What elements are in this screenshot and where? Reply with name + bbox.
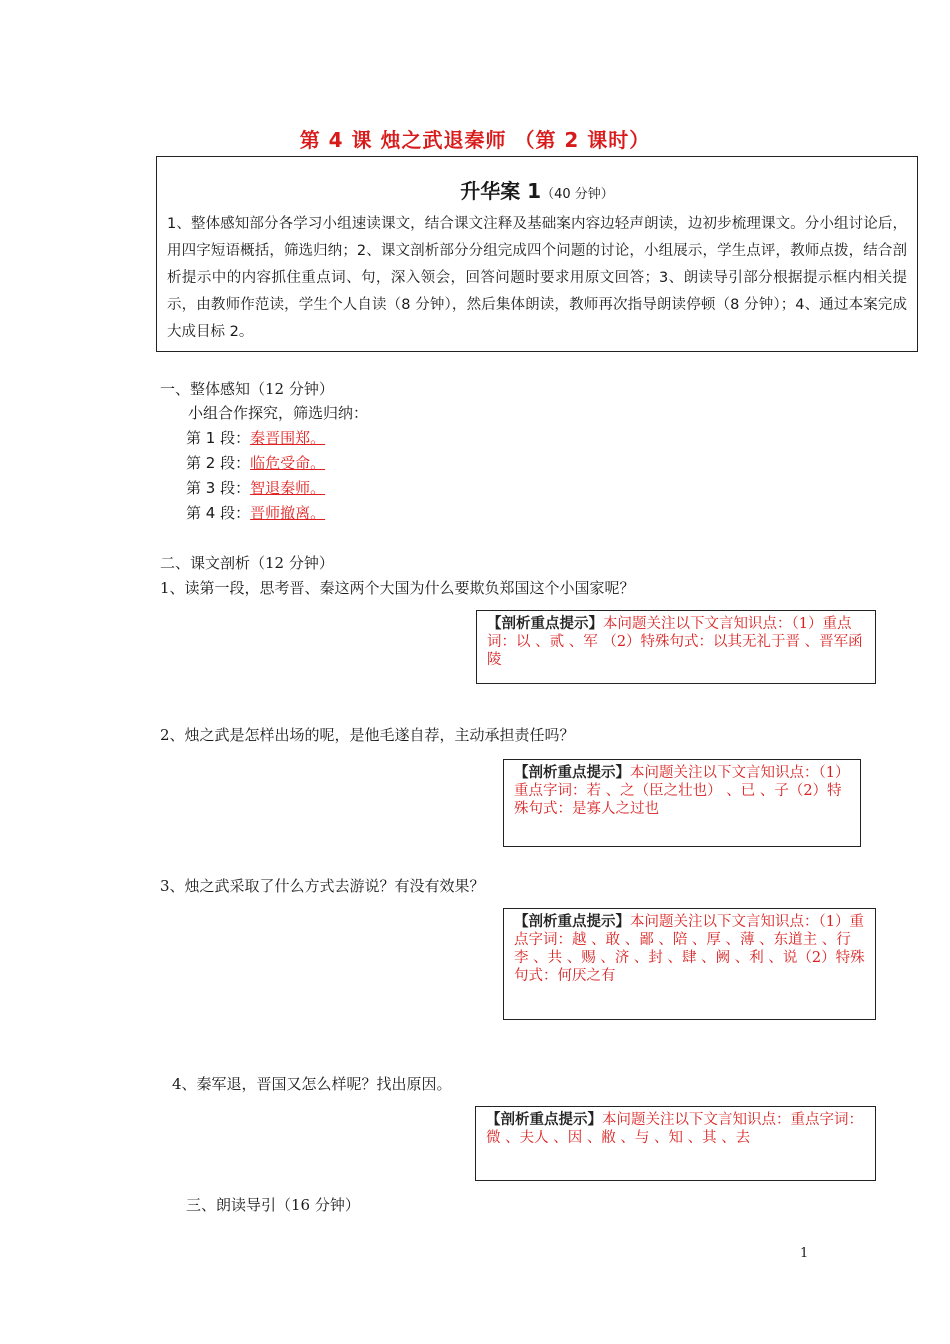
shenghua-time: （40 分钟） <box>541 187 614 202</box>
hint-tag: 【剖析重点提示】 <box>487 615 603 632</box>
shenghua-title-text: 升华案 1 <box>460 179 542 203</box>
list-item <box>186 427 325 452</box>
section3-heading: 三、朗读导引（16 分钟） <box>186 1196 360 1214</box>
paragraph-summary-list <box>186 427 325 527</box>
paragraph-summary: 晋师撤离。 <box>250 504 326 522</box>
section1-intro: 小组合作探究，筛选归纳： <box>188 404 369 422</box>
hint-text: 本问题关注以下文言知识点：（1）重点字词：若 、之（臣之壮也） 、已 、子（2）特殊句式：是寡人之过也 <box>514 765 850 817</box>
list-item <box>186 452 325 477</box>
hint-box-3 <box>503 908 876 1020</box>
hint-tag: 【剖析重点提示】 <box>514 764 630 781</box>
paragraph-label: 第 4 段： <box>186 504 251 522</box>
hint-box-2 <box>503 759 861 847</box>
paragraph-summary: 智退秦师。 <box>250 479 326 497</box>
hint-box-4 <box>475 1106 876 1181</box>
hint-text: 本问题关注以下文言知识点：重点字词： 微 、夫人 、因 、敝 、与 、知 、其 、去 <box>486 1112 863 1146</box>
shenghua-title <box>157 175 917 204</box>
paragraph-label: 第 3 段： <box>186 479 251 497</box>
paragraph-summary: 秦晋围郑。 <box>250 429 326 447</box>
hint-tag: 【剖析重点提示】 <box>486 1111 602 1128</box>
hint-box-1 <box>476 610 876 684</box>
hint-tag: 【剖析重点提示】 <box>514 913 630 930</box>
shenghua-box <box>156 156 918 352</box>
paragraph-summary: 临危受命。 <box>250 454 326 472</box>
question-4: 4、秦军退，晋国又怎么样呢？找出原因。 <box>172 1075 452 1093</box>
question-1: 1、读第一段，思考晋、秦这两个大国为什么要欺负郑国这个小国家呢？ <box>160 579 635 597</box>
list-item <box>186 477 325 502</box>
section1-heading: 一、整体感知（12 分钟） <box>160 380 334 398</box>
hint-text: 本问题关注以下文言知识点：（1）重点字词：越 、敢 、鄙 、陪 、厚 、薄 、东道主 、行李 、共 、赐 、济 、封 、肆 、阙 、利 、说（2）特殊句式：何厌之有 <box>514 914 865 984</box>
section2-heading: 二、课文剖析（12 分钟） <box>160 554 334 572</box>
page-number: 1 <box>800 1246 809 1261</box>
paragraph-label: 第 2 段： <box>186 454 251 472</box>
question-3: 3、烛之武采取了什么方式去游说？有没有效果？ <box>160 877 485 895</box>
question-2: 2、烛之武是怎样出场的呢，是他毛遂自荐，主动承担责任吗？ <box>160 726 575 744</box>
page-title: 第 4 课 烛之武退秦师 （第 2 课时） <box>299 128 651 152</box>
paragraph-label: 第 1 段： <box>186 429 251 447</box>
hint-text: 本问题关注以下文言知识点：（1）重点词：以 、贰 、军 （2）特殊句式：以其无礼于晋 、晋军函陵 <box>487 616 863 668</box>
list-item <box>186 502 325 527</box>
shenghua-body: 1、整体感知部分各学习小组速读课文，结合课文注释及基础案内容边轻声朗读，边初步梳理课文。分小组讨论后，用四字短语概括，筛选归纳；2、课文剖析部分分组完成四个问题的讨论，小组展示，学生点评，教师点拨，结合剖析提示中的内容抓住重点词、句，深入领会，回答问题时要求用原文回答；3、朗读导引部分根据提示框内相关提示，由教师作范读，学生个人自读（8 分钟），然后集体朗读，教师再次指导朗读停顿（8 分钟）；4、通过本案完成大成目标 2。 <box>167 216 907 340</box>
